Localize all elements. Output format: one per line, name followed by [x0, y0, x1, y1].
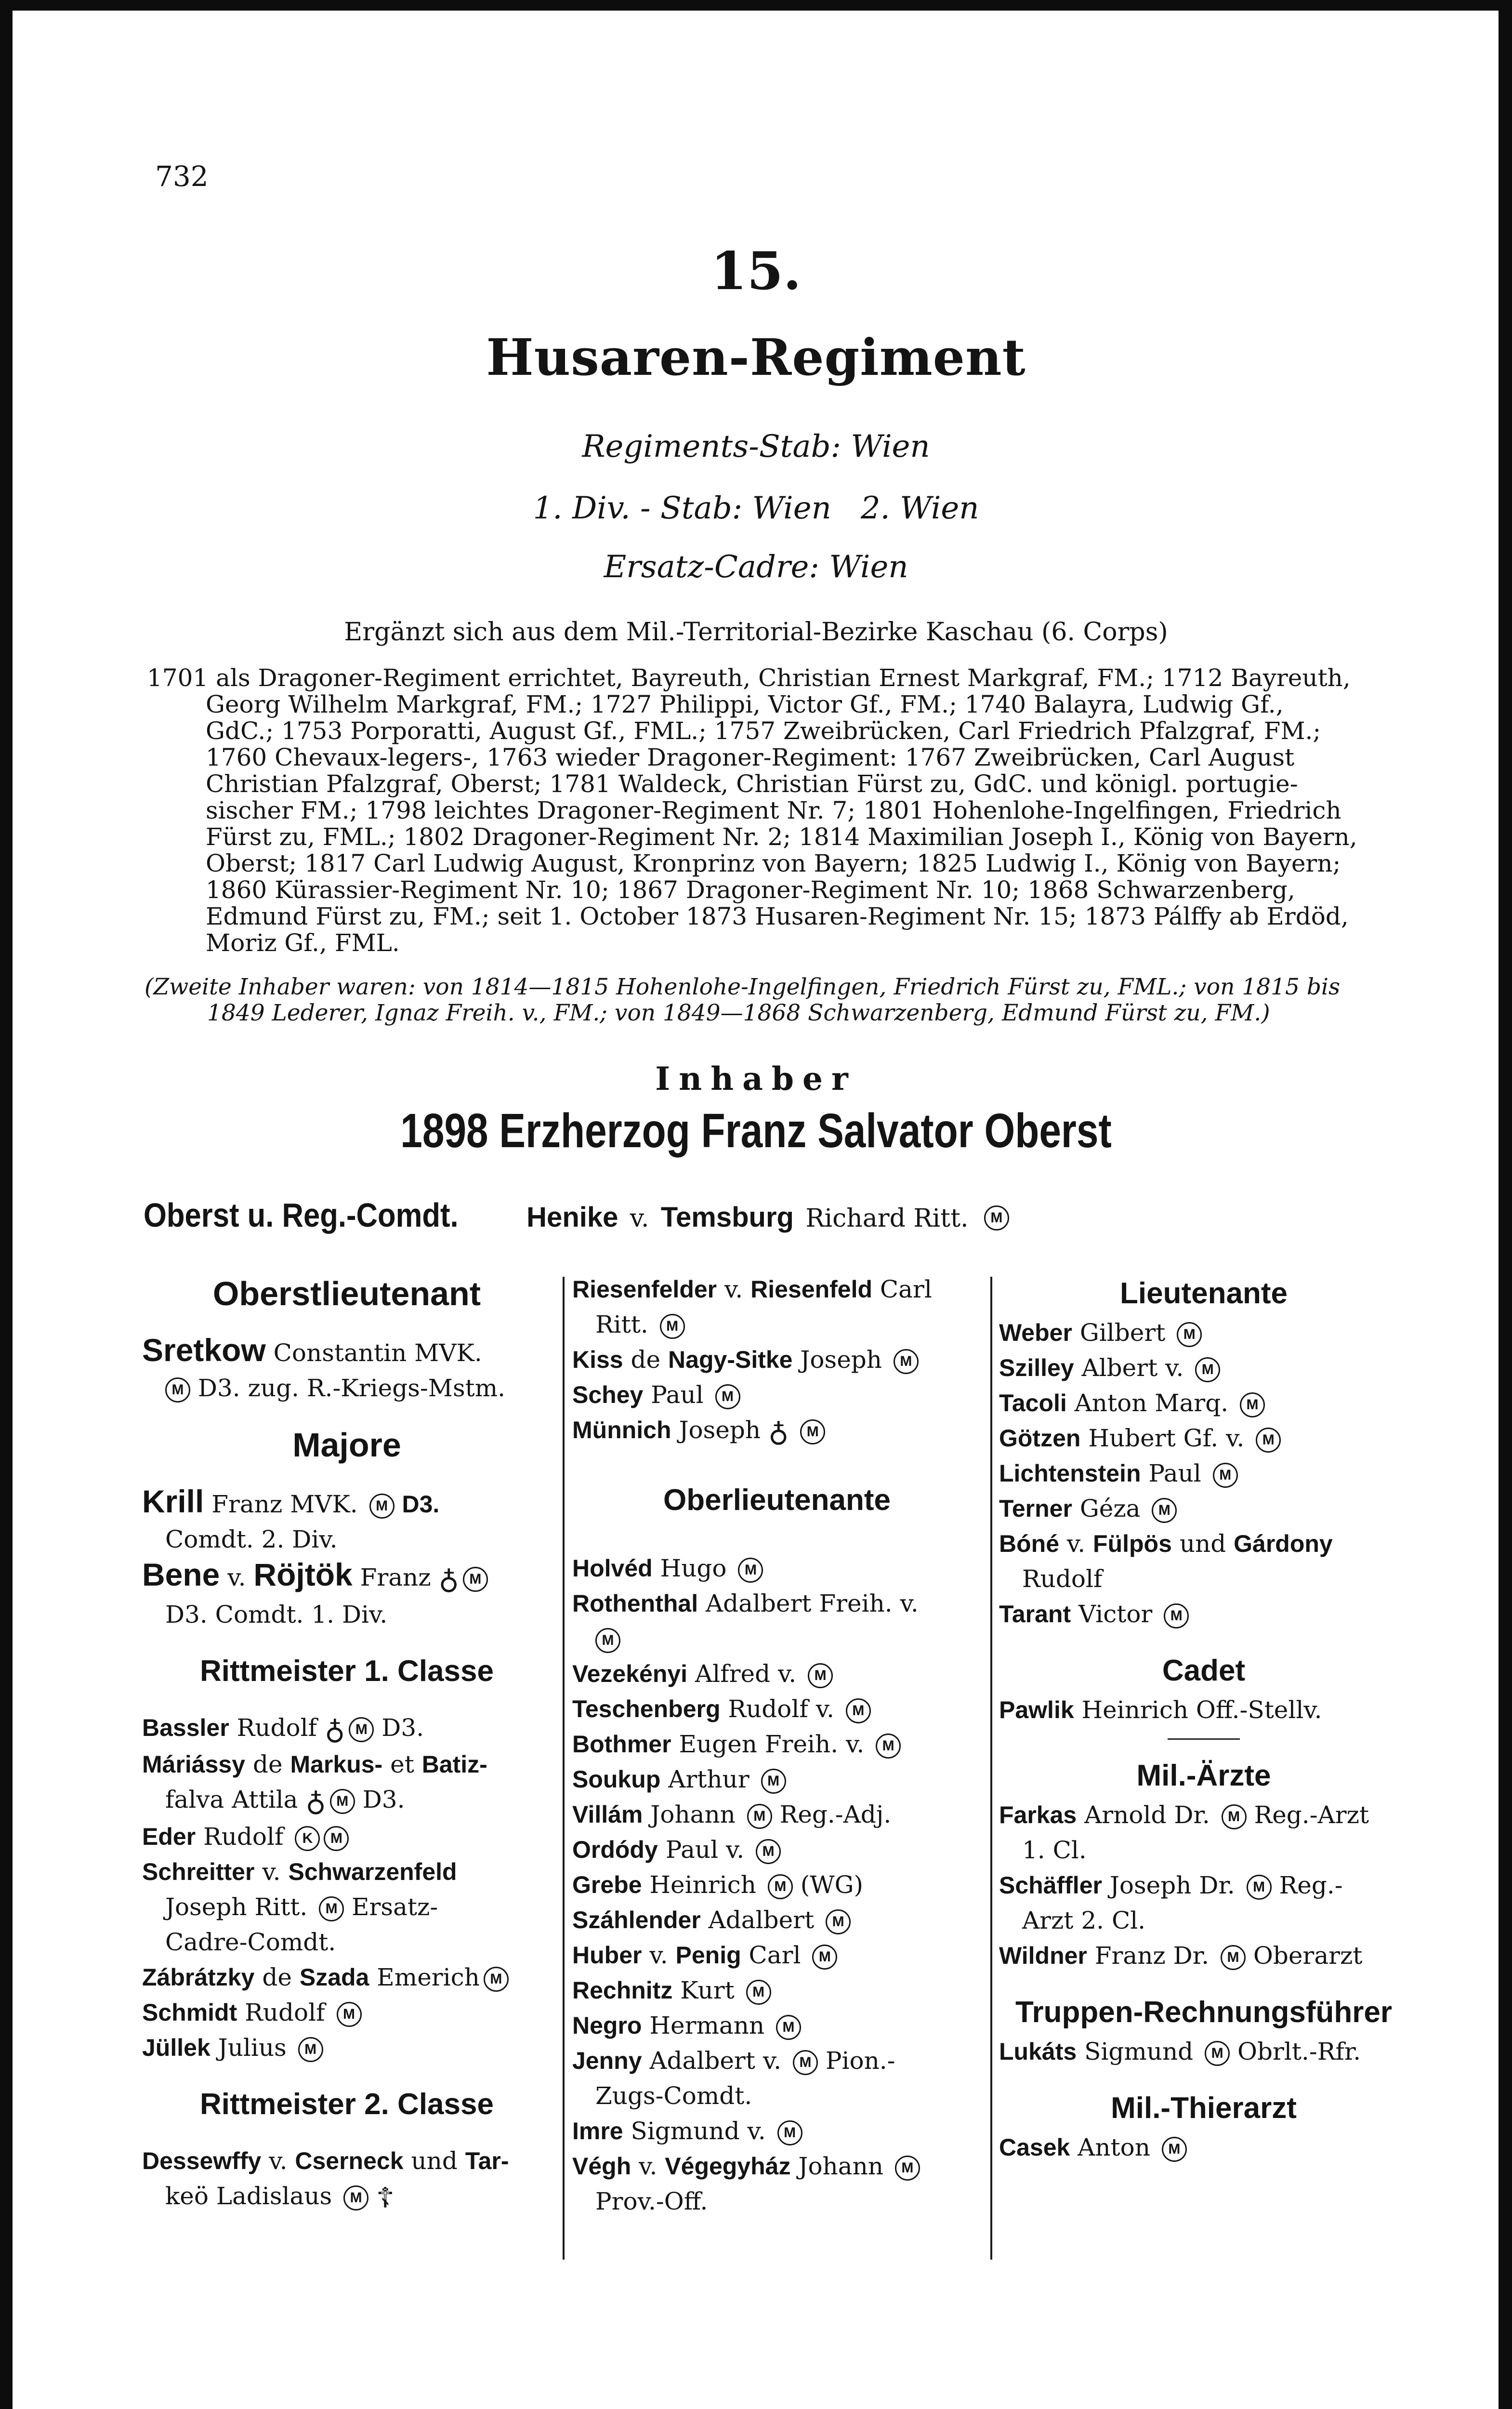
entry-sretkow: Sretkow Constantin MVK. — [142, 1332, 482, 1368]
m-mark-icon: M — [337, 2002, 362, 2027]
heading-majore: Majore — [292, 1426, 401, 1464]
entry-dessewffy-cont: keö Ladislaus M ☦ — [165, 2181, 394, 2214]
m-mark-icon: M — [1195, 1357, 1220, 1382]
note-line: (Zweite Inhaber waren: von 1814—1815 Hohenlohe-Ingelfingen, Friedrich Fürst zu, FML.; von 1815 bis — [145, 974, 1341, 1000]
entry-schreitter-cont: Joseph Ritt. M Ersatz- — [165, 1893, 438, 1921]
entry-krill: Krill Franz MVK. M D3. — [142, 1483, 440, 1519]
entry-rechnitz: Rechnitz Kurt M — [572, 1973, 982, 2008]
history-line: Fürst zu, FML.; 1802 Dragoner-Regiment Nr. 2; 1814 Maximilian Joseph I., König von Bayern, — [206, 823, 1357, 851]
entry-wildner: Wildner Franz Dr. M Oberarzt — [999, 1942, 1363, 1970]
m-mark-icon: M — [1177, 1322, 1202, 1347]
entry-vegh: Végh v. Végegyház Johann M — [572, 2149, 982, 2184]
m-mark-icon: M — [1213, 1463, 1238, 1488]
column-3 — [999, 1272, 1408, 2165]
entry-kiss: Kiss de Nagy-Sitke Joseph M — [572, 1342, 982, 1377]
m-mark-icon: M — [1247, 1875, 1272, 1900]
history-line: 1760 Chevaux-legers-, 1763 wieder Dragoner-Regiment: 1767 Zweibrücken, Carl August — [206, 743, 1295, 771]
m-mark-icon: M — [747, 1804, 772, 1829]
history-line: 1860 Kürassier-Regiment Nr. 10; 1867 Dragoner-Regiment Nr. 10; 1868 Schwarzenberg, — [206, 876, 1295, 904]
entry-zabratzky: Zábrátzky de Szada Emerich M — [142, 1960, 552, 1995]
m-mark-icon: M — [876, 1734, 901, 1759]
section-rule — [1168, 1738, 1240, 1740]
entry-schreitter-cont2: Cadre-Comdt. — [165, 1928, 336, 1956]
regiment-commander — [144, 1195, 1009, 1235]
m-mark-icon: M — [715, 1384, 740, 1409]
m-mark-icon: M — [761, 1769, 786, 1794]
entry-soukup: Soukup Arthur M — [572, 1762, 982, 1797]
regiment-number: 15. — [710, 241, 802, 302]
entry-szilley: Szilley Albert v. M — [999, 1350, 1408, 1386]
m-mark-icon: M — [776, 2015, 801, 2040]
page-number: 732 — [155, 160, 209, 193]
order-icon: ♁ — [768, 1415, 789, 1448]
m-mark-icon: M — [808, 1663, 833, 1688]
entry-vezekenyi: Vezekényi Alfred v. M — [572, 1656, 982, 1692]
heading-cadet: Cadet — [1162, 1654, 1246, 1687]
recruiting-district: Ergänzt sich aus dem Mil.-Territorial-Bezirke Kaschau (6. Corps) — [344, 618, 1168, 647]
m-mark-icon: M — [369, 1494, 394, 1519]
commander-label: Oberst u. Reg.-Comdt. — [144, 1196, 459, 1234]
m-mark-icon: M — [165, 1377, 190, 1403]
commander-surname: Henike — [526, 1202, 618, 1233]
m-mark-icon: M — [660, 1314, 685, 1339]
history-line: GdC.; 1753 Porporatti, August Gf., FML.; 1757 Zweibrücken, Carl Friedrich Pfalzgraf, FM.; — [206, 717, 1321, 745]
second-owners-note — [145, 974, 1407, 1026]
m-mark-icon: M — [800, 1419, 825, 1444]
ersatz-cadre: Ersatz-Cadre: Wien — [604, 549, 908, 585]
entry-jullek: Jüllek Julius M — [142, 2030, 552, 2065]
entry-schey: Schey Paul M — [572, 1377, 982, 1413]
column-divider-left — [563, 1277, 565, 2260]
entry-tarant: Tarant Victor M — [999, 1597, 1408, 1632]
m-mark-icon: M — [746, 1980, 771, 2005]
entry-munnich: Münnich Joseph ♁ M — [572, 1413, 982, 1450]
entry-mariassy: Máriássy de Markus- et Batiz- — [142, 1750, 487, 1778]
m-mark-icon: M — [1221, 1945, 1246, 1970]
heading-oberlieutenante: Oberlieutenante — [663, 1483, 891, 1517]
column-1 — [142, 1272, 552, 2215]
entry-schaffler: Schäffler Joseph Dr. M Reg.- — [999, 1871, 1343, 1899]
order-icon: ♁ — [324, 1713, 345, 1746]
entry-casek: Casek Anton M — [999, 2130, 1408, 2165]
m-mark-icon: M — [756, 1839, 781, 1864]
inhaber-name: 1898 Erzherzog Franz Salvator Oberst — [400, 1104, 1112, 1158]
cross-icon: ☦ — [376, 2181, 394, 2214]
entry-schreitter: Schreitter v. Schwarzenfeld — [142, 1857, 457, 1886]
order-icon: ♁ — [438, 1562, 459, 1596]
inhaber-heading: Inhaber — [655, 1060, 857, 1098]
column-divider-right — [990, 1277, 992, 2260]
m-mark-icon: M — [826, 1909, 851, 1934]
m-mark-icon: M — [1162, 2137, 1187, 2162]
entry-tacoli: Tacoli Anton Marq. M — [999, 1386, 1408, 1421]
m-mark-icon: M — [984, 1205, 1009, 1231]
heading-truppen-rechnungsfuhrer: Truppen-Rechnungsführer — [1015, 1996, 1392, 2029]
entry-bothmer: Bothmer Eugen Freih. v. M — [572, 1727, 982, 1762]
entry-bassler: Bassler Rudolf ♁ M D3. — [142, 1713, 424, 1746]
division-stab: 1. Div. - Stab: Wien 2. Wien — [533, 490, 979, 526]
entry-lichtenstein: Lichtenstein Paul M — [999, 1456, 1408, 1491]
entry-eder: Eder Rudolf K M — [142, 1819, 552, 1854]
m-mark-icon: M — [463, 1567, 488, 1592]
entry-villam: Villám Johann M Reg.-Adj. — [572, 1800, 892, 1828]
note-line: 1849 Lederer, Ignaz Freih. v., FM.; von 1849—1868 Schwarzenberg, Edmund Fürst zu, FM.) — [207, 1000, 1270, 1026]
entry-sretkow-cont: M D3. zug. R.-Kriegs-Mstm. — [142, 1371, 552, 1406]
m-mark-icon: M — [324, 1826, 349, 1851]
m-mark-icon: M — [1240, 1392, 1265, 1417]
entry-vegh-cont: Prov.-Off. — [595, 2187, 708, 2215]
regiment-history — [147, 665, 1399, 956]
entry-jenny-cont: Zugs-Comdt. — [595, 2081, 752, 2110]
history-line: Edmund Fürst zu, FM.; seit 1. October 1873 Husaren-Regiment Nr. 15; 1873 Pálffy ab Erdöd, — [206, 902, 1349, 930]
history-line: Moriz Gf., FML. — [206, 929, 400, 957]
entry-schmidt: Schmidt Rudolf M — [142, 1995, 552, 2030]
entry-bene-cont: D3. Comdt. 1. Div. — [165, 1600, 388, 1628]
heading-oberstlieutenant: Oberstlieutenant — [212, 1275, 481, 1312]
entry-lukats: Lukáts Sigmund M Obrlt.-Rfr. — [999, 2038, 1361, 2065]
entry-farkas-cont: 1. Cl. — [1022, 1836, 1087, 1864]
entry-negro: Negro Hermann M — [572, 2008, 982, 2043]
entry-riesenfelder-cont: Ritt. M — [572, 1307, 982, 1342]
regiments-stab: Regiments-Stab: Wien — [582, 429, 930, 464]
m-mark-icon: M — [484, 1967, 509, 1992]
m-mark-icon: M — [1222, 1804, 1247, 1829]
entry-rothenthal-cont — [572, 1621, 982, 1656]
heading-mil-thierarzt: Mil.-Thierarzt — [1111, 2091, 1297, 2125]
heading-rittmeister-2: Rittmeister 2. Classe — [200, 2087, 494, 2121]
entry-ordody: Ordódy Paul v. M — [572, 1832, 982, 1867]
commander-rest: Richard Ritt. — [805, 1204, 969, 1233]
entry-bone: Bóné v. Fülpös und Gárdony — [999, 1530, 1333, 1558]
entry-dessewffy: Dessewffy v. Cserneck und Tar- — [142, 2146, 509, 2175]
entry-krill-cont: Comdt. 2. Div. — [165, 1525, 338, 1553]
column-2 — [572, 1272, 982, 2219]
m-mark-icon: M — [330, 1789, 355, 1814]
m-mark-icon: M — [812, 1945, 837, 1970]
regiment-name: Husaren-Regiment — [486, 328, 1026, 387]
m-mark-icon: M — [343, 2185, 368, 2210]
m-mark-icon: M — [319, 1896, 344, 1921]
heading-rittmeister-1: Rittmeister 1. Classe — [200, 1654, 494, 1688]
entry-huber: Huber v. Penig Carl M — [572, 1938, 982, 1973]
heading-lieutenante: Lieutenante — [1120, 1277, 1288, 1310]
entry-riesenfelder: Riesenfelder v. Riesenfeld Carl — [572, 1275, 932, 1303]
entry-bone-cont: Rudolf — [1022, 1565, 1103, 1593]
history-line: Christian Pfalzgraf, Oberst; 1781 Waldeck, Christian Fürst zu, GdC. und königl. portugie- — [206, 770, 1298, 798]
heading-mil-arzte: Mil.-Ärzte — [1136, 1759, 1271, 1792]
entry-gotzen: Götzen Hubert Gf. v. M — [999, 1421, 1408, 1456]
history-line: sischer FM.; 1798 leichtes Dragoner-Regiment Nr. 7; 1801 Hohenlohe-Ingelfingen, Friedrich — [206, 796, 1341, 824]
m-mark-icon: M — [895, 2156, 920, 2181]
commander-particle: v. — [630, 1204, 649, 1233]
m-mark-icon: M — [1205, 2041, 1230, 2066]
commander-surname2: Temsburg — [660, 1202, 794, 1233]
scan-edge-top — [0, 0, 1512, 11]
entry-pawlik: Pawlik Heinrich Off.-Stellv. — [999, 1696, 1322, 1724]
entry-jenny: Jenny Adalbert v. M Pion.- — [572, 2046, 895, 2075]
entry-szahlender: Száhlender Adalbert M — [572, 1903, 982, 1938]
m-mark-icon: M — [768, 1874, 793, 1899]
entry-farkas: Farkas Arnold Dr. M Reg.-Arzt — [999, 1801, 1369, 1829]
entry-bene: Bene v. Röjtök Franz ♁ M — [142, 1557, 552, 1597]
m-mark-icon: M — [349, 1717, 374, 1742]
history-line: 1701 als Dragoner-Regiment errichtet, Bayreuth, Christian Ernest Markgraf, FM.; 1712 Bayreuth, — [147, 664, 1351, 692]
m-mark-icon: M — [1152, 1498, 1177, 1523]
m-mark-icon: M — [1256, 1428, 1281, 1453]
entry-imre: Imre Sigmund v. M — [572, 2114, 982, 2149]
history-line: Georg Wilhelm Markgraf, FM.; 1727 Philippi, Victor Gf., FM.; 1740 Balayra, Ludwig Gf., — [206, 690, 1284, 718]
m-mark-icon: M — [777, 2120, 802, 2145]
m-mark-icon: M — [595, 1628, 620, 1653]
entry-grebe: Grebe Heinrich M (WG) — [572, 1870, 864, 1899]
entry-weber: Weber Gilbert M — [999, 1315, 1408, 1350]
entry-schaffler-cont: Arzt 2. Cl. — [1022, 1906, 1146, 1934]
entry-teschenberg: Teschenberg Rudolf v. M — [572, 1692, 982, 1727]
m-mark-icon: M — [793, 2050, 818, 2075]
entry-mariassy-cont: falva Attila ♁ M D3. — [165, 1785, 405, 1818]
m-mark-icon: M — [1164, 1603, 1189, 1628]
m-mark-icon: M — [894, 1349, 919, 1374]
order-icon: ♁ — [305, 1785, 326, 1818]
k-mark-icon: K — [295, 1826, 320, 1851]
entry-rothenthal: Rothenthal Adalbert Freih. v. — [572, 1589, 919, 1617]
m-mark-icon: M — [738, 1558, 763, 1583]
entry-terner: Terner Géza M — [999, 1491, 1408, 1526]
history-line: Oberst; 1817 Carl Ludwig August, Kronprinz von Bayern; 1825 Ludwig I., König von Bayern; — [206, 849, 1341, 877]
m-mark-icon: M — [298, 2037, 323, 2062]
entry-holved: Holvéd Hugo M — [572, 1551, 982, 1586]
m-mark-icon: M — [846, 1698, 871, 1723]
